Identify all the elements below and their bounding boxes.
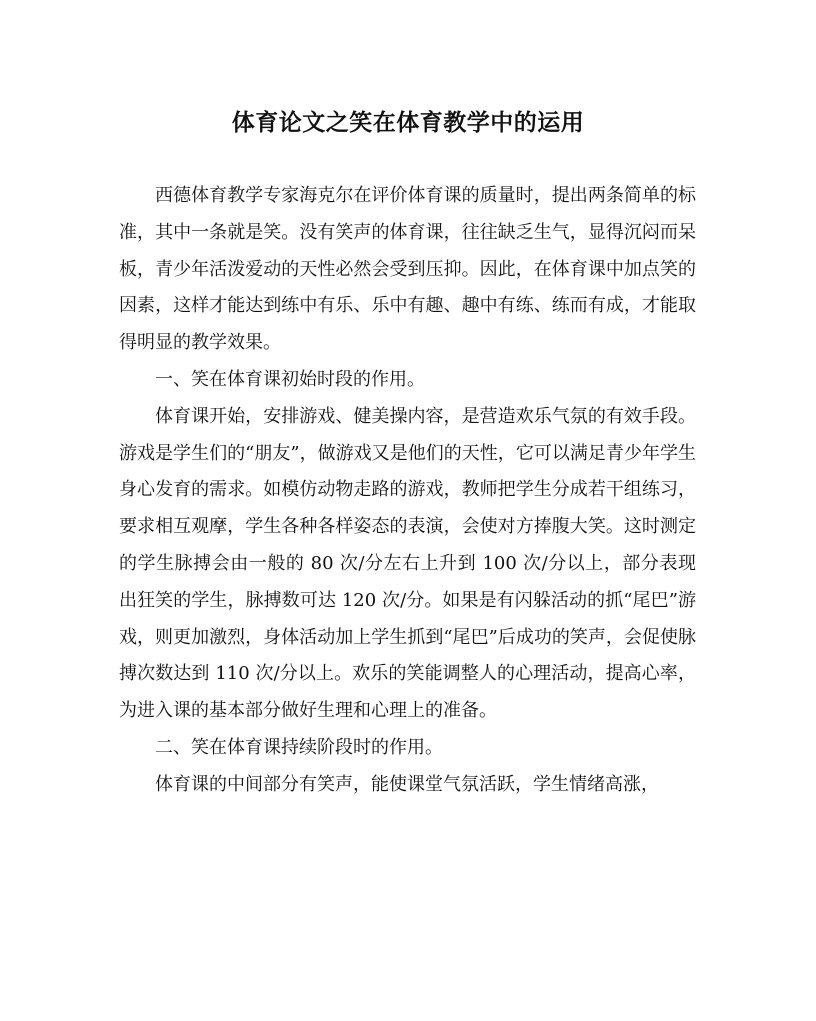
paragraph-intro: 西德体育教学专家海克尔在评价体育课的质量时，提出两条简单的标准，其中一条就是笑。没有笑声的体育课，往往缺乏生气，显得沉闷而呆板，青少年活泼爱动的天性必然会受到压抑。因此，在体育课中加点笑的因素，这样才能达到练中有乐、乐中有趣、趣中有练、练而有成，才能取得明显的教学效果。 — [119, 185, 696, 354]
section-heading-2: 二、笑在体育课持续阶段时的作用。 — [155, 736, 443, 758]
document-body — [119, 178, 696, 804]
section-heading-1: 一、笑在体育课初始时段的作用。 — [155, 368, 425, 390]
document-title: 体育论文之笑在体育教学中的运用 — [231, 109, 585, 136]
paragraph-section-2: 体育课的中间部分有笑声，能使课堂气氛活跃，学生情绪高涨， — [155, 773, 659, 795]
paragraph-section-1: 体育课开始，安排游戏、健美操内容，是营造欢乐气氛的有效手段。游戏是学生们的“朋友”，做游戏又是他们的天性，它可以满足青少年学生身心发育的需求。如模仿动物走路的游戏，教师把学生分成若干组练习，要求相互观摩，学生各种各样姿态的表演，会使对方捧腹大笑。这时测定的学生脉搏会由一般的 80 次/分左右上升到 100 次/分以上，部分表现出狂笑的学生，脉搏数可达 120 次/分。如果是有闪躲活动的抓“尾巴”游戏，则更加激烈，身体活动加上学生抓到“尾巴”后成功的笑声，会促使脉搏次数达到 110 次/分以上。欢乐的笑能调整人的心理活动，提高心率，为进入课的基本部分做好生理和心理上的准备。 — [119, 405, 696, 722]
